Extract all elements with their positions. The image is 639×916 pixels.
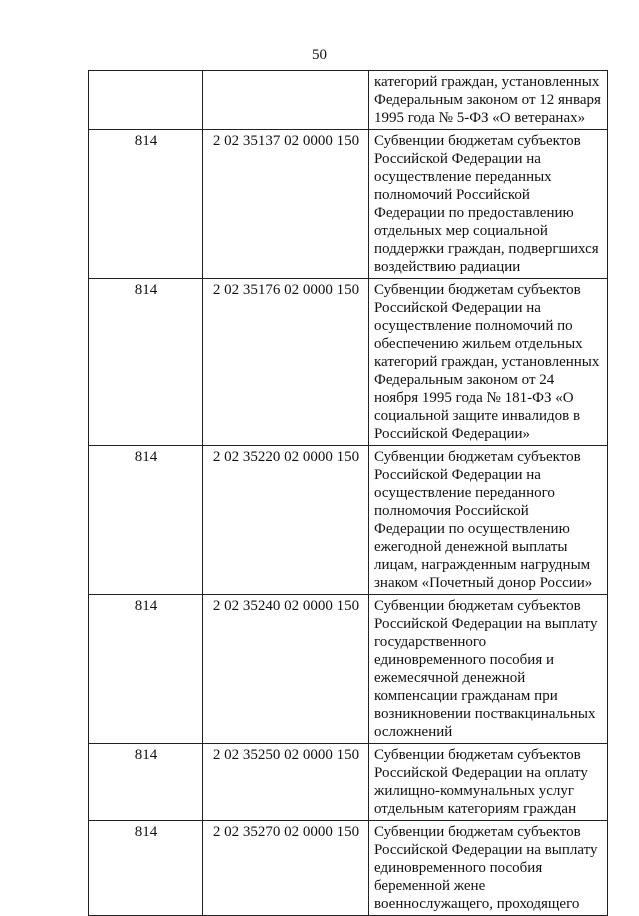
revenue-name-cell	[369, 130, 608, 279]
revenue-name-line: полномочия Российской	[374, 503, 529, 519]
revenue-name-line: возникновении поствакцинальных	[374, 706, 596, 722]
admin-code-cell: 814	[89, 279, 203, 446]
revenue-name-line: Субвенции бюджетам субъектов	[374, 282, 581, 298]
revenue-name-line: Федеральным законом от 12 января	[374, 92, 601, 108]
revenue-name-cell	[369, 821, 608, 916]
revenue-name-line: осложнений	[374, 724, 453, 740]
revenue-name-line: Российской Федерации на	[374, 151, 541, 167]
revenue-name-cell	[369, 744, 608, 821]
revenue-name-line: государственного	[374, 634, 487, 650]
admin-code-cell: 814	[89, 446, 203, 595]
revenue-name-line: знаком «Почетный донор России»	[374, 575, 593, 591]
revenue-name-line: единовременного пособия	[374, 860, 543, 876]
revenue-name-line: 1995 года № 5-ФЗ «О ветеранах»	[374, 110, 586, 126]
revenue-name-line: компенсации гражданам при	[374, 688, 558, 704]
budget-classification-code-cell: 2 02 35220 02 0000 150	[203, 446, 369, 595]
revenue-name-line: Российской Федерации на оплату	[374, 765, 588, 781]
revenue-name-line: Субвенции бюджетам субъектов	[374, 449, 581, 465]
table-row	[89, 821, 608, 916]
table-row	[89, 595, 608, 744]
revenue-name-cell	[369, 279, 608, 446]
page-number: 50	[312, 47, 327, 63]
admin-code-cell	[89, 71, 203, 130]
revenue-name-line: Российской Федерации на	[374, 300, 541, 316]
revenue-name-line: Субвенции бюджетам субъектов	[374, 598, 581, 614]
revenue-name-line: Российской Федерации»	[374, 426, 531, 442]
revenue-name-line: беременной жене	[374, 878, 486, 894]
revenue-name-line: поддержки граждан, подвергшихся	[374, 241, 599, 257]
revenue-name-line: полномочий Российской	[374, 187, 530, 203]
budget-classification-code-cell: 2 02 35270 02 0000 150	[203, 821, 369, 916]
budget-classification-code-cell: 2 02 35137 02 0000 150	[203, 130, 369, 279]
budget-classification-code-cell: 2 02 35250 02 0000 150	[203, 744, 369, 821]
revenue-name-cell	[369, 71, 608, 130]
revenue-name-line: жилищно-коммунальных услуг	[374, 783, 574, 799]
revenue-name-line: отдельным категориям граждан	[374, 801, 577, 817]
table-row	[89, 279, 608, 446]
table-row	[89, 71, 608, 130]
revenue-name-line: Российской Федерации на	[374, 467, 541, 483]
revenue-name-line: осуществление переданных	[374, 169, 552, 185]
admin-code-cell: 814	[89, 130, 203, 279]
revenue-name-line: обеспечению жильем отдельных	[374, 336, 583, 352]
revenue-name-line: категорий граждан, установленных	[374, 354, 600, 370]
revenue-name-line: военнослужащего, проходящего	[374, 896, 580, 912]
revenue-name-line: осуществление переданного	[374, 485, 555, 501]
revenue-name-line: единовременного пособия и	[374, 652, 555, 668]
admin-code-cell: 814	[89, 821, 203, 916]
table-row	[89, 744, 608, 821]
revenue-name-cell	[369, 446, 608, 595]
revenue-name-line: ежегодной денежной выплаты	[374, 539, 568, 555]
revenue-name-line: осуществление полномочий по	[374, 318, 573, 334]
revenue-name-line: ноября 1995 года № 181-ФЗ «О	[374, 390, 574, 406]
budget-codes-table	[88, 70, 608, 916]
revenue-name-line: Субвенции бюджетам субъектов	[374, 824, 581, 840]
admin-code-cell: 814	[89, 595, 203, 744]
revenue-name-line: Федерации по осуществлению	[374, 521, 570, 537]
revenue-name-line: Федеральным законом от 24	[374, 372, 555, 388]
revenue-name-cell	[369, 595, 608, 744]
budget-classification-code-cell: 2 02 35240 02 0000 150	[203, 595, 369, 744]
revenue-name-line: ежемесячной денежной	[374, 670, 526, 686]
budget-classification-code-cell: 2 02 35176 02 0000 150	[203, 279, 369, 446]
revenue-name-line: Федерации по предоставлению	[374, 205, 574, 221]
revenue-name-line: Российской Федерации на выплату	[374, 842, 598, 858]
table-row	[89, 130, 608, 279]
revenue-name-line: социальной защите инвалидов в	[374, 408, 581, 424]
budget-classification-code-cell	[203, 71, 369, 130]
revenue-name-line: Российской Федерации на выплату	[374, 616, 598, 632]
table-row	[89, 446, 608, 595]
revenue-name-line: Субвенции бюджетам субъектов	[374, 133, 581, 149]
admin-code-cell: 814	[89, 744, 203, 821]
revenue-name-line: отдельных мер социальной	[374, 223, 548, 239]
revenue-name-line: категорий граждан, установленных	[374, 74, 600, 90]
revenue-name-line: воздействию радиации	[374, 259, 521, 275]
revenue-name-line: Субвенции бюджетам субъектов	[374, 747, 581, 763]
revenue-name-line: лицам, награжденным нагрудным	[374, 557, 591, 573]
table-body	[89, 71, 608, 916]
